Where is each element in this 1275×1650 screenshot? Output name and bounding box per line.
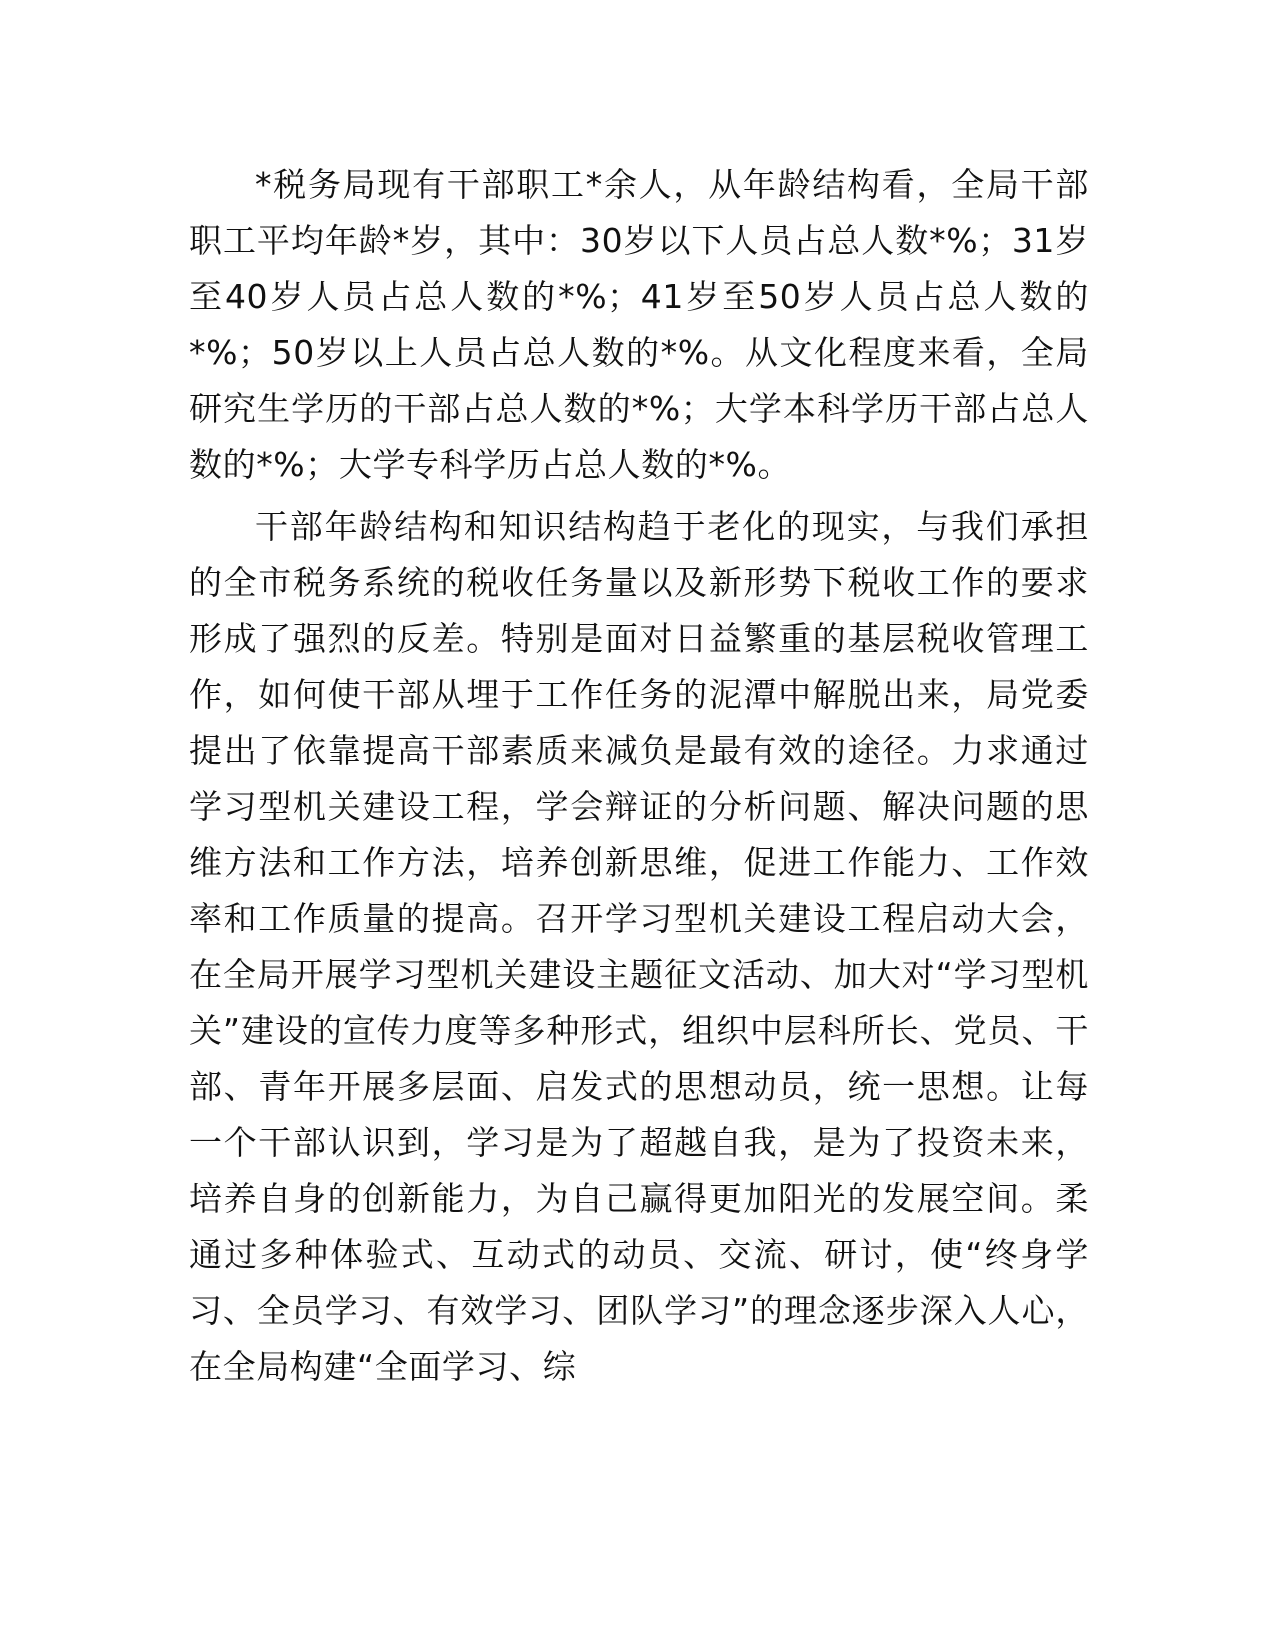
document-body bbox=[189, 157, 1089, 1401]
paragraph-learning-organization: 干部年龄结构和知识结构趋于老化的现实，与我们承担的全市税务系统的税收任务量以及新形势下税收工作的要求形成了强烈的反差。特别是面对日益繁重的基层税收管理工作，如何使干部从埋于工作任务的泥潭中解脱出来，局党委提出了依靠提高干部素质来减负是最有效的途径。力求通过学习型机关建设工程，学会辩证的分析问题、解决问题的思维方法和工作方法，培养创新思维，促进工作能力、工作效率和工作质量的提高。召开学习型机关建设工程启动大会，在全局开展学习型机关建设主题征文活动、加大对“学习型机关”建设的宣传力度等多种形式，组织中层科所长、党员、干部、青年开展多层面、启发式的思想动员，统一思想。让每一个干部认识到，学习是为了超越自我，是为了投资未来，培养自身的创新能力，为自己赢得更加阳光的发展空间。柔通过多种体验式、互动式的动员、交流、研讨，使“终身学习、全员学习、有效学习、团队学习”的理念逐步深入人心，在全局构建“全面学习、综 bbox=[189, 507, 1089, 1386]
paragraph-staff-statistics: *税务局现有干部职工*余人，从年龄结构看，全局干部职工平均年龄*岁，其中：30岁以下人员占总人数*%；31岁至40岁人员占总人数的*%；41岁至50岁人员占总人数的*%；50岁以上人员占总人数的*%。从文化程度来看，全局研究生学历的干部占总人数的*%；大学本科学历干部占总人数的*%；大学专科学历占总人数的*%。 bbox=[189, 165, 1089, 484]
